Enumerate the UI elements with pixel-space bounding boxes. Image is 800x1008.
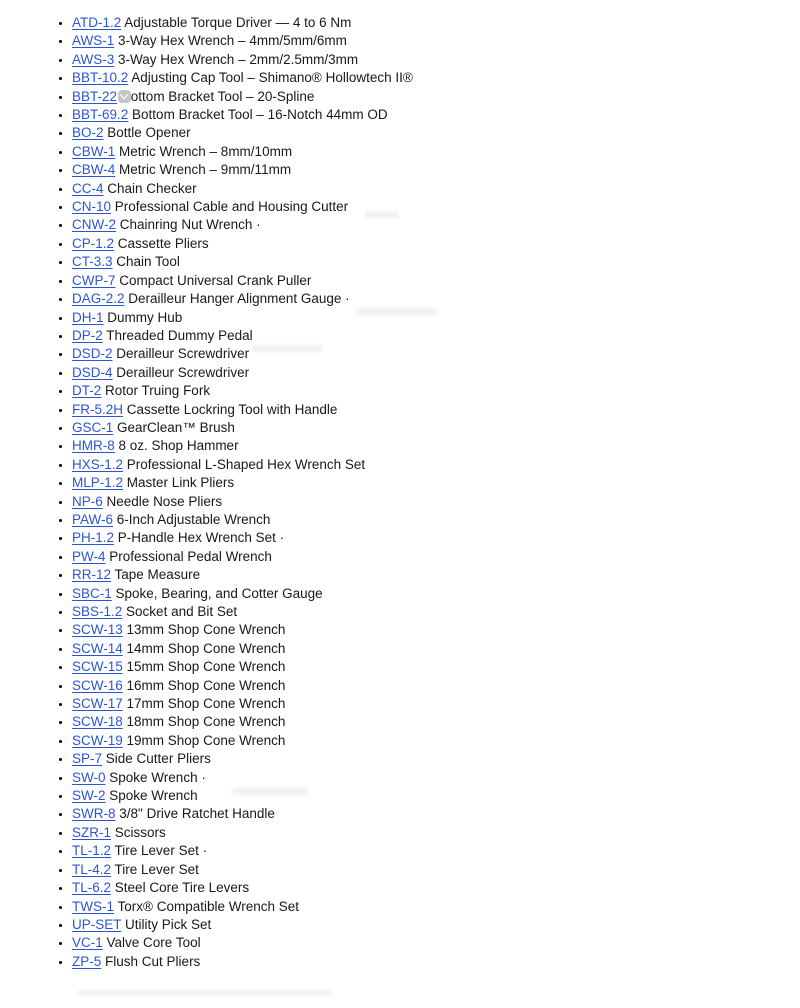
product-link[interactable]: BBT-10.2 bbox=[72, 70, 129, 86]
list-item bbox=[72, 713, 800, 731]
list-item bbox=[72, 180, 800, 198]
product-desc: Threaded Dummy Pedal bbox=[106, 327, 253, 343]
product-desc: Flush Cut Pliers bbox=[105, 953, 201, 969]
product-link[interactable]: SCW-13 bbox=[72, 622, 123, 638]
product-link[interactable]: SCW-16 bbox=[72, 677, 123, 693]
product-link[interactable]: TL-1.2 bbox=[72, 843, 112, 859]
product-link[interactable]: DH-1 bbox=[72, 309, 104, 325]
list-item bbox=[72, 143, 800, 161]
list-item bbox=[72, 272, 800, 290]
product-link[interactable]: TWS-1 bbox=[72, 898, 114, 914]
product-desc: Spoke, Bearing, and Cotter Gauge bbox=[115, 585, 323, 601]
product-desc: P-Handle Hex Wrench Set · bbox=[117, 530, 285, 546]
list-item bbox=[72, 805, 800, 823]
product-desc: 16mm Shop Cone Wrench bbox=[126, 677, 286, 693]
list-item bbox=[72, 235, 800, 253]
product-link[interactable]: CT-3.3 bbox=[72, 254, 113, 270]
list-item bbox=[72, 824, 800, 842]
product-desc: Utility Pick Set bbox=[125, 916, 212, 932]
list-item bbox=[72, 401, 800, 419]
product-desc: Needle Nose Pliers bbox=[106, 493, 223, 509]
product-desc: Cassette Pliers bbox=[117, 235, 209, 251]
product-desc: 18mm Shop Cone Wrench bbox=[126, 714, 286, 730]
list-item bbox=[72, 382, 800, 400]
list-item bbox=[72, 253, 800, 271]
product-desc: Tire Lever Set bbox=[114, 861, 199, 877]
product-link[interactable]: SCW-17 bbox=[72, 696, 123, 712]
product-desc: Derailleur Screwdriver bbox=[116, 364, 250, 380]
list-item bbox=[72, 345, 800, 363]
product-desc: Master Link Pliers bbox=[126, 475, 235, 491]
list-item bbox=[72, 548, 800, 566]
product-link[interactable]: ATD-1.2 bbox=[72, 15, 122, 30]
product-link[interactable]: UP-SET bbox=[72, 916, 122, 932]
product-desc: 17mm Shop Cone Wrench bbox=[126, 696, 286, 712]
list-item bbox=[72, 677, 800, 695]
list-item bbox=[72, 953, 800, 971]
list-item bbox=[72, 14, 800, 32]
list-item bbox=[72, 474, 800, 492]
product-desc: 3/8" Drive Ratchet Handle bbox=[119, 806, 275, 822]
product-link[interactable]: CBW-4 bbox=[72, 162, 116, 178]
product-link[interactable]: FR-5.2H bbox=[72, 401, 124, 417]
product-desc: Derailleur Screwdriver bbox=[116, 346, 250, 362]
product-desc: Rotor Truing Fork bbox=[105, 383, 211, 399]
product-desc: Tire Lever Set · bbox=[114, 843, 208, 859]
list-item bbox=[72, 529, 800, 547]
product-link[interactable]: SCW-19 bbox=[72, 732, 123, 748]
list-item bbox=[72, 585, 800, 603]
product-desc: 13mm Shop Cone Wrench bbox=[126, 622, 286, 638]
list-item bbox=[72, 51, 800, 69]
list-item bbox=[72, 216, 800, 234]
product-desc: Spoke Wrench bbox=[109, 788, 198, 804]
product-desc: Scissors bbox=[114, 824, 166, 840]
list-item bbox=[72, 640, 800, 658]
product-link[interactable]: ZP-5 bbox=[72, 953, 102, 969]
product-desc: Spoke Wrench · bbox=[109, 769, 206, 785]
product-link[interactable]: PW-4 bbox=[72, 548, 106, 564]
product-link[interactable]: SWR-8 bbox=[72, 806, 116, 822]
list-item bbox=[72, 603, 800, 621]
product-desc: Compact Universal Crank Puller bbox=[119, 272, 312, 288]
product-desc: Professional L-Shaped Hex Wrench Set bbox=[126, 456, 366, 472]
product-desc: Chainring Nut Wrench · bbox=[119, 217, 261, 233]
list-item bbox=[72, 69, 800, 87]
list-item bbox=[72, 419, 800, 437]
product-link[interactable]: SBC-1 bbox=[72, 585, 112, 601]
product-link[interactable]: SZR-1 bbox=[72, 824, 112, 840]
product-link[interactable]: HMR-8 bbox=[72, 438, 115, 454]
product-desc: ottom Bracket Tool – 20-Spline bbox=[130, 88, 315, 104]
product-link[interactable]: AWS-3 bbox=[72, 51, 115, 67]
product-link[interactable]: NP-6 bbox=[72, 493, 103, 509]
product-link[interactable]: DAG-2.2 bbox=[72, 291, 125, 307]
list-item bbox=[72, 916, 800, 934]
product-link[interactable]: SP-7 bbox=[72, 751, 103, 767]
product-link[interactable]: BBT-22 bbox=[72, 88, 118, 104]
product-desc: Steel Core Tire Levers bbox=[114, 880, 250, 896]
product-desc: Side Cutter Pliers bbox=[105, 751, 211, 767]
product-link[interactable]: CN-10 bbox=[72, 199, 112, 215]
product-desc: Cassette Lockring Tool with Handle bbox=[126, 401, 338, 417]
product-link[interactable]: SCW-15 bbox=[72, 659, 123, 675]
product-desc: Valve Core Tool bbox=[106, 935, 201, 951]
product-list bbox=[0, 14, 800, 971]
chevron-down-icon[interactable] bbox=[118, 90, 131, 103]
product-link[interactable]: SW-2 bbox=[72, 788, 106, 804]
product-link[interactable]: CNW-2 bbox=[72, 217, 117, 233]
product-desc: 15mm Shop Cone Wrench bbox=[126, 659, 286, 675]
product-link[interactable]: VC-1 bbox=[72, 935, 103, 951]
product-link[interactable]: DT-2 bbox=[72, 383, 102, 399]
product-desc: Bottom Bracket Tool – 16-Notch 44mm OD bbox=[132, 107, 388, 123]
product-link[interactable]: CP-1.2 bbox=[72, 235, 115, 251]
product-desc: 6-Inch Adjustable Wrench bbox=[116, 511, 271, 527]
list-item bbox=[72, 658, 800, 676]
list-item bbox=[72, 621, 800, 639]
product-desc: Professional Cable and Housing Cutter bbox=[114, 199, 349, 215]
product-link[interactable]: PH-1.2 bbox=[72, 530, 115, 546]
product-link[interactable]: HXS-1.2 bbox=[72, 456, 124, 472]
list-item bbox=[72, 32, 800, 50]
product-link[interactable]: BO-2 bbox=[72, 125, 104, 141]
product-desc: Adjustable Torque Driver — 4 to 6 Nm bbox=[124, 15, 352, 30]
product-desc: Torx® Compatible Wrench Set bbox=[117, 898, 300, 914]
product-link[interactable]: CWP-7 bbox=[72, 272, 116, 288]
list-item bbox=[72, 161, 800, 179]
list-item bbox=[72, 750, 800, 768]
product-link[interactable]: BBT-69.2 bbox=[72, 107, 129, 123]
list-item bbox=[72, 732, 800, 750]
product-link[interactable]: DP-2 bbox=[72, 327, 103, 343]
list-item bbox=[72, 769, 800, 787]
list-item bbox=[72, 787, 800, 805]
list-item bbox=[72, 566, 800, 584]
product-link[interactable]: DSD-4 bbox=[72, 364, 113, 380]
product-link[interactable]: CC-4 bbox=[72, 180, 104, 196]
document-page bbox=[0, 14, 800, 971]
product-desc: Metric Wrench – 9mm/11mm bbox=[119, 162, 292, 178]
list-item bbox=[72, 511, 800, 529]
list-item bbox=[72, 456, 800, 474]
product-link[interactable]: PAW-6 bbox=[72, 511, 114, 527]
product-desc: Adjusting Cap Tool – Shimano® Hollowtech II® bbox=[131, 70, 413, 86]
list-item bbox=[72, 309, 800, 327]
product-link[interactable]: GSC-1 bbox=[72, 419, 114, 435]
list-item bbox=[72, 861, 800, 879]
smudge-artifact bbox=[78, 990, 333, 995]
product-desc: Professional Pedal Wrench bbox=[109, 548, 272, 564]
list-item bbox=[72, 198, 800, 216]
product-link[interactable]: SCW-18 bbox=[72, 714, 123, 730]
product-link[interactable]: MLP-1.2 bbox=[72, 475, 124, 491]
product-link[interactable]: SBS-1.2 bbox=[72, 604, 123, 619]
product-desc: Chain Tool bbox=[116, 254, 180, 270]
product-link[interactable]: RR-12 bbox=[72, 567, 112, 583]
product-desc: 8 oz. Shop Hammer bbox=[118, 438, 239, 454]
list-item bbox=[72, 364, 800, 382]
product-desc: Tape Measure bbox=[114, 567, 201, 583]
list-item bbox=[72, 327, 800, 345]
list-item bbox=[72, 879, 800, 897]
list-item bbox=[72, 124, 800, 142]
product-link[interactable]: DSD-2 bbox=[72, 346, 113, 362]
product-link[interactable]: AWS-1 bbox=[72, 33, 115, 49]
product-desc: Dummy Hub bbox=[107, 309, 183, 325]
product-link[interactable]: SCW-14 bbox=[72, 640, 123, 656]
product-desc: Bottle Opener bbox=[107, 125, 191, 141]
product-desc: GearClean™ Brush bbox=[117, 419, 235, 435]
list-item bbox=[72, 493, 800, 511]
product-desc: Derailleur Hanger Alignment Gauge · bbox=[128, 291, 350, 307]
product-desc: 19mm Shop Cone Wrench bbox=[126, 732, 286, 748]
product-desc: Socket and Bit Set bbox=[126, 604, 238, 619]
list-item bbox=[72, 695, 800, 713]
product-desc: 3-Way Hex Wrench – 4mm/5mm/6mm bbox=[118, 33, 347, 49]
product-link[interactable]: SW-0 bbox=[72, 769, 106, 785]
list-item bbox=[72, 934, 800, 952]
product-link[interactable]: TL-4.2 bbox=[72, 861, 112, 877]
product-desc: 14mm Shop Cone Wrench bbox=[126, 640, 286, 656]
list-item bbox=[72, 898, 800, 916]
product-desc: 3-Way Hex Wrench – 2mm/2.5mm/3mm bbox=[118, 51, 359, 67]
list-item bbox=[72, 290, 800, 308]
list-item bbox=[72, 88, 800, 106]
product-link[interactable]: CBW-1 bbox=[72, 143, 116, 159]
list-item bbox=[72, 842, 800, 860]
product-desc: Metric Wrench – 8mm/10mm bbox=[119, 143, 293, 159]
product-desc: Chain Checker bbox=[107, 180, 197, 196]
list-item bbox=[72, 437, 800, 455]
product-link[interactable]: TL-6.2 bbox=[72, 880, 112, 896]
list-item bbox=[72, 106, 800, 124]
